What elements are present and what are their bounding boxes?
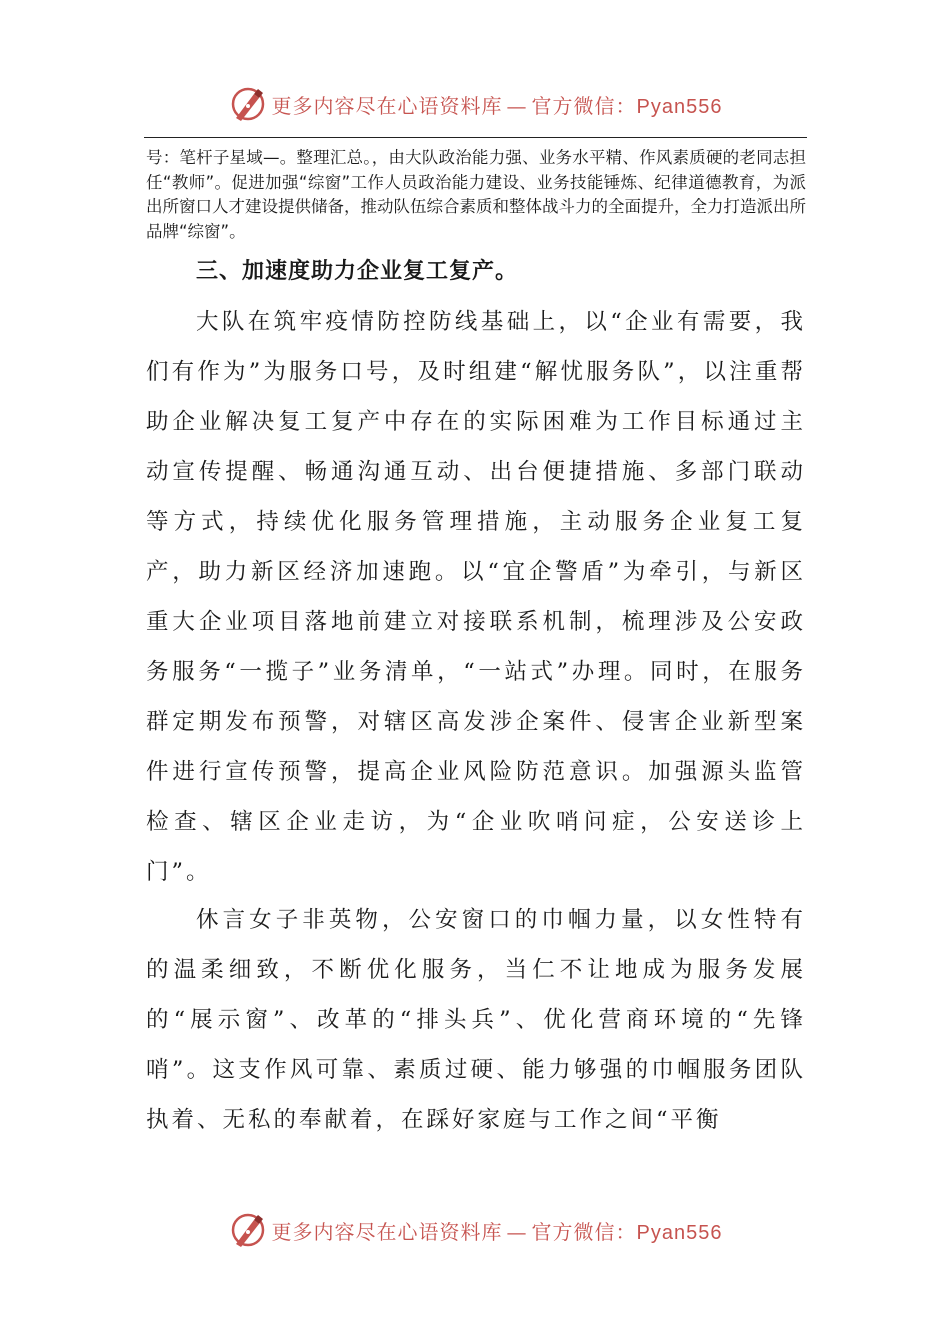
banner-label: 更多内容尽在心语资料库	[271, 93, 503, 118]
header-divider	[144, 137, 807, 138]
section-heading: 三、加速度助力企业复工复产。	[196, 259, 519, 284]
banner-separator: —	[506, 1219, 528, 1244]
footer-watermark-banner	[0, 1206, 950, 1254]
banner-wechat-id: Pyan556	[636, 1221, 723, 1244]
header-watermark-banner	[0, 80, 950, 128]
banner-separator: —	[506, 93, 528, 118]
banner-text	[272, 1216, 723, 1245]
banner-wechat-label: 官方微信：	[531, 93, 637, 118]
body-paragraph-1: 大队在筑牢疫情防控防线基础上，以“企业有需要，我们有作为”为服务口号，及时组建“解忧服务队”，以注重帮助企业解决复工复产中存在的实际困难为工作目标通过主动宣传提醒、畅通沟通互动、出台便捷措施、多部门联动等方式，持续优化服务管理措施，主动服务企业复工复产，助力新区经济加速跑。以“宜企警盾”为牵引，与新区重大企业项目落地前建立对接联系机制，梳理涉及公安政务服务“一揽子”业务清单，“一站式”办理。同时，在服务群定期发布预警，对辖区高发涉企案件、侵害企业新型案件进行宣传预警，提高企业风险防范意识。加强源头监管检查、辖区企业走访，为“企业吹哨问症，公安送诊上门”。	[146, 309, 806, 885]
banner-label: 更多内容尽在心语资料库	[271, 1219, 503, 1244]
banner-wechat-label: 官方微信：	[531, 1219, 637, 1244]
banner-wechat-id: Pyan556	[636, 95, 723, 118]
body-paragraph-2: 休言女子非英物，公安窗口的巾帼力量，以女性特有的温柔细致，不断优化服务，当仁不让地成为服务发展的“展示窗”、改革的“排头兵”、优化营商环境的“先锋哨”。这支作风可靠、素质过硬、能力够强的巾帼服务团队执着、无私的奉献着，在踩好家庭与工作之间“平衡	[146, 907, 806, 1133]
continued-paragraph: 号：笔杆子星域—。整理汇总。，由大队政治能力强、业务水平精、作风素质硬的老同志担任“教师”。促进加强“综窗”工作人员政治能力建设、业务技能锤炼、纪律道德教育，为派出所窗口人才建设提供储备，推动队伍综合素质和整体战斗力的全面提升，全力打造派出所品牌“综窗”。	[146, 148, 806, 241]
pen-nib-logo-icon	[228, 1210, 268, 1250]
pen-nib-logo-icon	[228, 84, 268, 124]
banner-text	[272, 90, 723, 119]
